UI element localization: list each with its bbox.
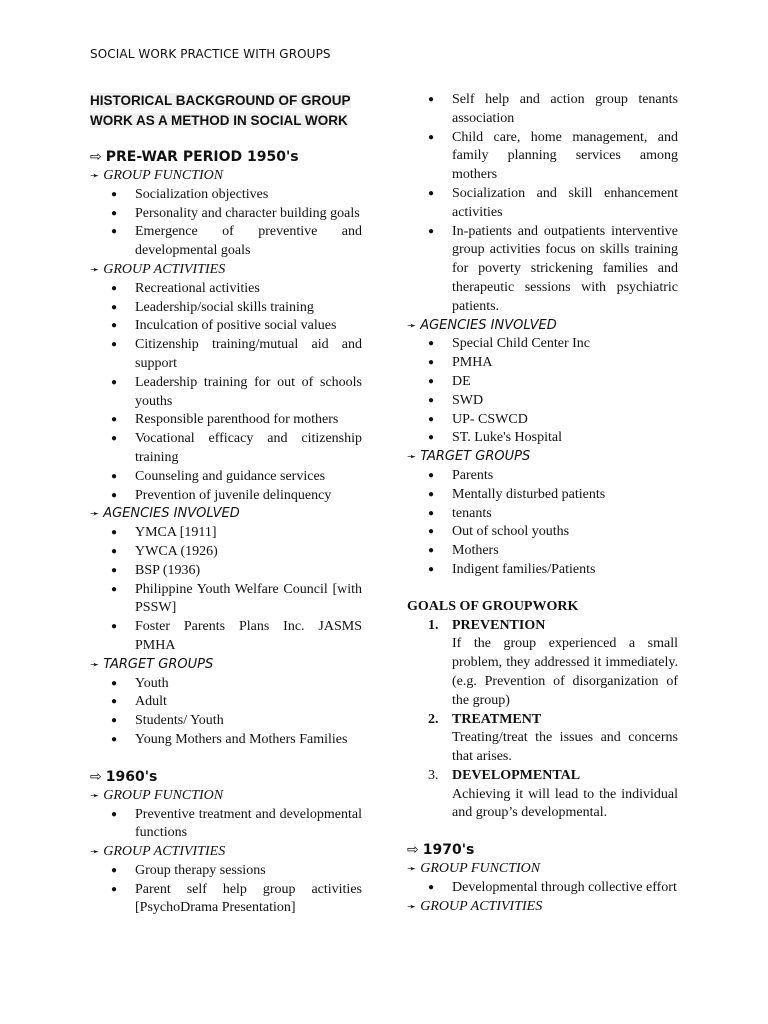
right-arrowhead-icon: ➛ xyxy=(407,899,417,913)
goals-list xyxy=(407,617,678,824)
list-item: ● YWCA (1926) xyxy=(135,543,362,562)
list-item: ● PMHA xyxy=(452,354,678,373)
group-function-label: ➛ GROUP FUNCTION xyxy=(90,787,224,803)
sixties-agencies-list xyxy=(407,335,678,448)
period-heading-1960s: ⇨ 1960's xyxy=(90,768,158,785)
list-item: ● tenants xyxy=(452,505,678,524)
page-header: SOCIAL WORK PRACTICE WITH GROUPS xyxy=(90,47,331,61)
sixties-targets-list xyxy=(407,467,678,580)
list-item: ● Prevention of juvenile delinquency xyxy=(135,487,362,506)
list-item: ● Child care, home management, and family planning services among mothers xyxy=(452,129,678,185)
period-heading-1970s: ⇨ 1970's xyxy=(407,842,475,859)
list-item: ● Leadership/social skills training xyxy=(135,299,362,318)
list-item: ● SWD xyxy=(452,392,678,411)
right-arrowhead-icon: ➛ xyxy=(90,788,100,802)
target-groups-label: ➛ TARGET GROUPS xyxy=(90,656,214,672)
list-item: ● Parent self help group activities [PsychoDrama Presentation] xyxy=(135,881,362,919)
list-item: ● Adult xyxy=(135,693,362,712)
seventies-functions-list xyxy=(407,879,678,898)
list-item: ● Responsible parenthood for mothers xyxy=(135,411,362,430)
list-item: ● Foster Parents Plans Inc. JASMS PMHA xyxy=(135,618,362,656)
prewar-functions-list xyxy=(90,186,362,261)
right-arrowhead-icon: ➛ xyxy=(407,450,417,464)
goal-title: TREATMENT xyxy=(452,711,542,727)
group-activities-label: ➛ GROUP ACTIVITIES xyxy=(407,898,543,914)
list-item: ● Philippine Youth Welfare Council [with PSSW] xyxy=(135,581,362,619)
list-item: ● Group therapy sessions xyxy=(135,862,362,881)
list-item: ● In-patients and outpatients interventive group activities focus on skills training for poverty strickening families and therapeutic sessions with psychiatric patients. xyxy=(452,223,678,317)
goal-description: If the group experienced a small problem, they addressed it immediately. (e.g. Prevention of disorganization of the group) xyxy=(452,636,678,708)
list-item: ● Special Child Center Inc xyxy=(452,335,678,354)
list-item: ● Indigent families/Patients xyxy=(452,561,678,580)
hollow-right-arrow-icon: ⇨ xyxy=(90,149,102,165)
list-item: ● Emergence of preventive and developmental goals xyxy=(135,223,362,261)
group-function-label: ➛ GROUP FUNCTION xyxy=(407,861,541,877)
agencies-involved-label: ➛ AGENCIES INVOLVED xyxy=(90,506,240,522)
hollow-right-arrow-icon: ⇨ xyxy=(90,768,102,785)
list-item: ● Recreational activities xyxy=(135,280,362,299)
left-column xyxy=(90,91,362,918)
goal-title: DEVELOPMENTAL xyxy=(452,767,581,783)
agencies-involved-label: ➛ AGENCIES INVOLVED xyxy=(407,317,557,333)
sixties-functions-list xyxy=(90,806,362,844)
right-arrowhead-icon: ➛ xyxy=(407,318,417,332)
right-arrowhead-icon: ➛ xyxy=(90,169,100,182)
list-item: ● Developmental through collective effort xyxy=(452,879,678,898)
page-title: HISTORICAL BACKGROUND OF GROUP WORK AS A METHOD IN SOCIAL WORK xyxy=(90,93,351,128)
list-item: ● YMCA [1911] xyxy=(135,524,362,543)
right-column xyxy=(407,91,678,917)
list-item: ● Students/ Youth xyxy=(135,712,362,731)
list-item: ● Self help and action group tenants association xyxy=(452,91,678,129)
goal-number: 3. xyxy=(428,767,439,783)
list-item: ● Preventive treatment and developmental functions xyxy=(135,806,362,844)
list-item: ● Personality and character building goals xyxy=(135,205,362,224)
list-item: ● UP- CSWCD xyxy=(452,411,678,430)
list-item: ● Inculcation of positive social values xyxy=(135,317,362,336)
list-item: ● ST. Luke's Hospital xyxy=(452,429,678,448)
list-item: ● Vocational efficacy and citizenship training xyxy=(135,430,362,468)
right-arrowhead-icon: ➛ xyxy=(90,262,100,276)
right-arrowhead-icon: ➛ xyxy=(90,507,100,521)
goal-item xyxy=(428,617,678,711)
prewar-targets-list xyxy=(90,675,362,750)
list-item: ● Youth xyxy=(135,675,362,694)
list-item: ● Leadership training for out of schools youths xyxy=(135,374,362,412)
goal-description: Treating/treat the issues and concerns that arises. xyxy=(452,730,678,765)
list-item: ● Parents xyxy=(452,467,678,486)
period-heading-prewar: ⇨ PRE-WAR PERIOD 1950's xyxy=(90,149,299,165)
right-arrowhead-icon: ➛ xyxy=(90,845,100,859)
goal-number: 1. xyxy=(428,617,439,633)
list-item: ● Counseling and guidance services xyxy=(135,468,362,487)
sixties-activities-list-part2 xyxy=(407,91,678,317)
group-activities-label: ➛ GROUP ACTIVITIES xyxy=(90,844,226,860)
goals-heading: GOALS OF GROUPWORK xyxy=(407,598,579,614)
list-item: ● BSP (1936) xyxy=(135,562,362,581)
list-item: ● Mothers xyxy=(452,542,678,561)
goal-title: PREVENTION xyxy=(452,617,546,633)
goal-description: Achieving it will lead to the individual and group’s developmental. xyxy=(452,786,678,821)
prewar-activities-list xyxy=(90,280,362,506)
list-item: ● DE xyxy=(452,373,678,392)
prewar-agencies-list xyxy=(90,524,362,656)
hollow-right-arrow-icon: ⇨ xyxy=(407,842,419,859)
right-arrowhead-icon: ➛ xyxy=(407,862,417,876)
group-activities-label: ➛ GROUP ACTIVITIES xyxy=(90,261,226,277)
goal-number: 2. xyxy=(428,711,439,727)
list-item: ● Citizenship training/mutual aid and support xyxy=(135,336,362,374)
list-item: ● Socialization objectives xyxy=(135,186,362,205)
list-item: ● Young Mothers and Mothers Families xyxy=(135,731,362,750)
goal-item xyxy=(428,767,678,823)
list-item: ● Mentally disturbed patients xyxy=(452,486,678,505)
group-function-label: ➛ GROUP FUNCTION xyxy=(90,168,224,183)
target-groups-label: ➛ TARGET GROUPS xyxy=(407,449,531,465)
list-item: ● Socialization and skill enhancement activities xyxy=(452,185,678,223)
goal-item xyxy=(428,711,678,767)
right-arrowhead-icon: ➛ xyxy=(90,657,100,671)
list-item: ● Out of school youths xyxy=(452,523,678,542)
sixties-activities-list-part1 xyxy=(90,862,362,918)
